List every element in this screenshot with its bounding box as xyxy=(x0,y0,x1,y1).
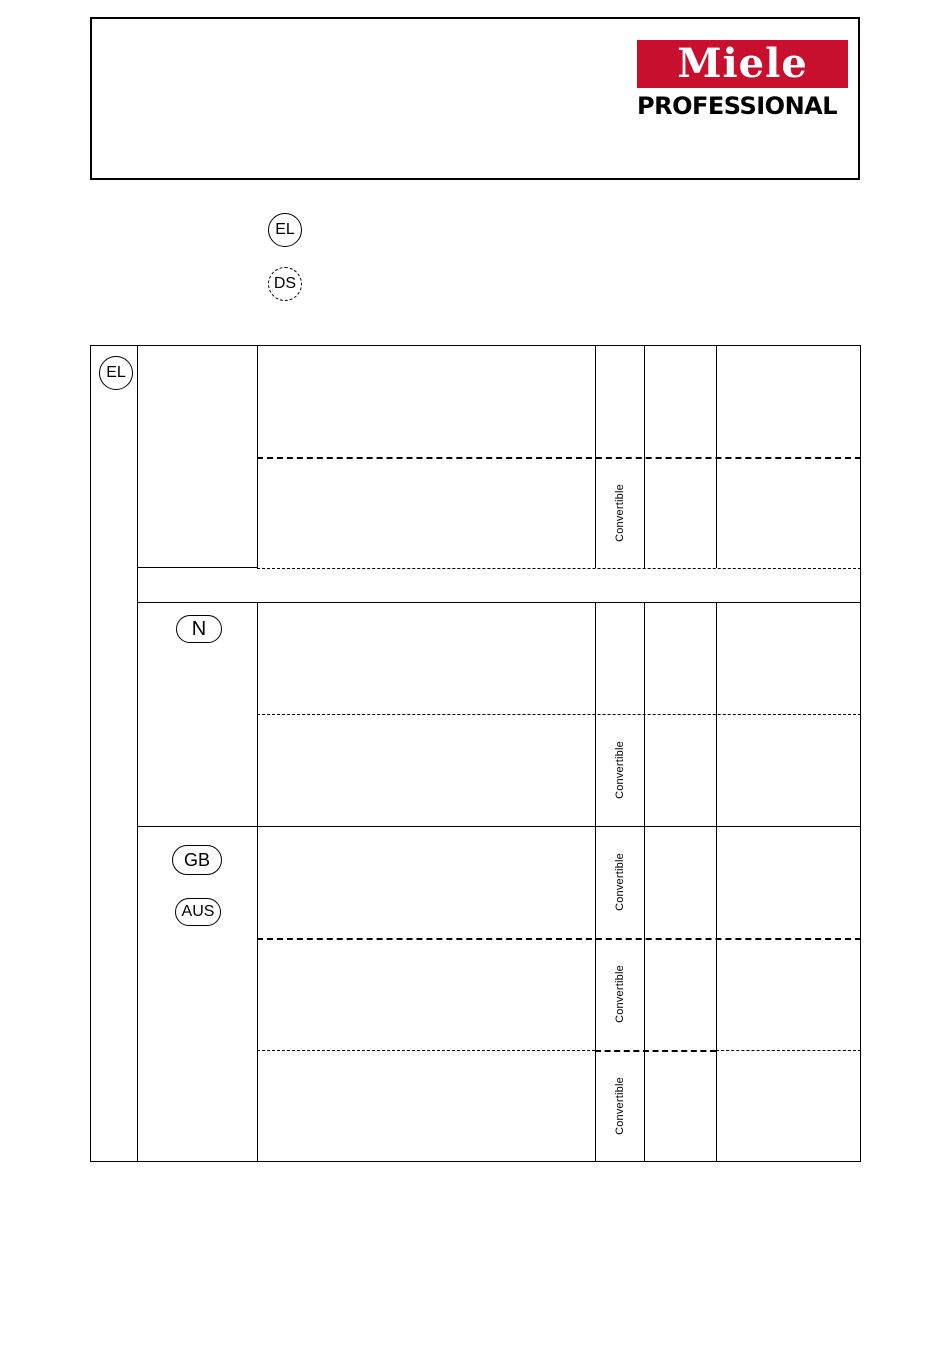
country-badge-aus xyxy=(175,898,221,926)
country-badge-label: EL xyxy=(275,221,295,238)
convertible-label xyxy=(610,725,630,815)
row-divider xyxy=(137,826,861,827)
convertible-label xyxy=(610,949,630,1039)
convertible-label xyxy=(610,1061,630,1151)
row-divider xyxy=(137,567,257,568)
row-divider xyxy=(257,457,861,459)
row-divider xyxy=(257,714,861,715)
convertible-label-text: Convertible xyxy=(614,741,626,799)
country-badge-gb xyxy=(172,845,222,875)
data-table xyxy=(90,345,861,1162)
country-badge-label: AUS xyxy=(181,903,215,920)
country-badge-el xyxy=(268,213,302,247)
column-divider xyxy=(644,603,645,1162)
convertible-label-text: Convertible xyxy=(614,965,626,1023)
country-badge-ds xyxy=(268,267,302,301)
row-divider xyxy=(595,1050,716,1052)
country-badge-el xyxy=(99,356,133,390)
convertible-label-text: Convertible xyxy=(614,1077,626,1135)
convertible-label-text: Convertible xyxy=(614,853,626,911)
row-divider xyxy=(257,568,861,569)
convertible-label-text: Convertible xyxy=(614,484,626,542)
column-divider xyxy=(595,603,596,1162)
brand-logo xyxy=(637,40,848,120)
column-divider xyxy=(716,603,717,1162)
country-badge-n xyxy=(176,615,222,643)
row-divider xyxy=(716,1050,861,1051)
column-divider xyxy=(257,603,258,1162)
brand-wordmark: Miele xyxy=(637,40,848,88)
country-badge-label: N xyxy=(191,617,207,640)
brand-subline: PROFESSIONAL xyxy=(637,92,838,120)
convertible-label xyxy=(610,837,630,927)
row-divider xyxy=(137,602,861,603)
row-divider xyxy=(257,1050,595,1051)
convertible-label xyxy=(610,468,630,558)
country-badge-label: EL xyxy=(106,364,126,381)
column-divider xyxy=(137,345,138,1162)
row-divider xyxy=(257,938,861,940)
country-badge-label: DS xyxy=(273,275,297,292)
country-badge-label: GB xyxy=(183,849,210,870)
